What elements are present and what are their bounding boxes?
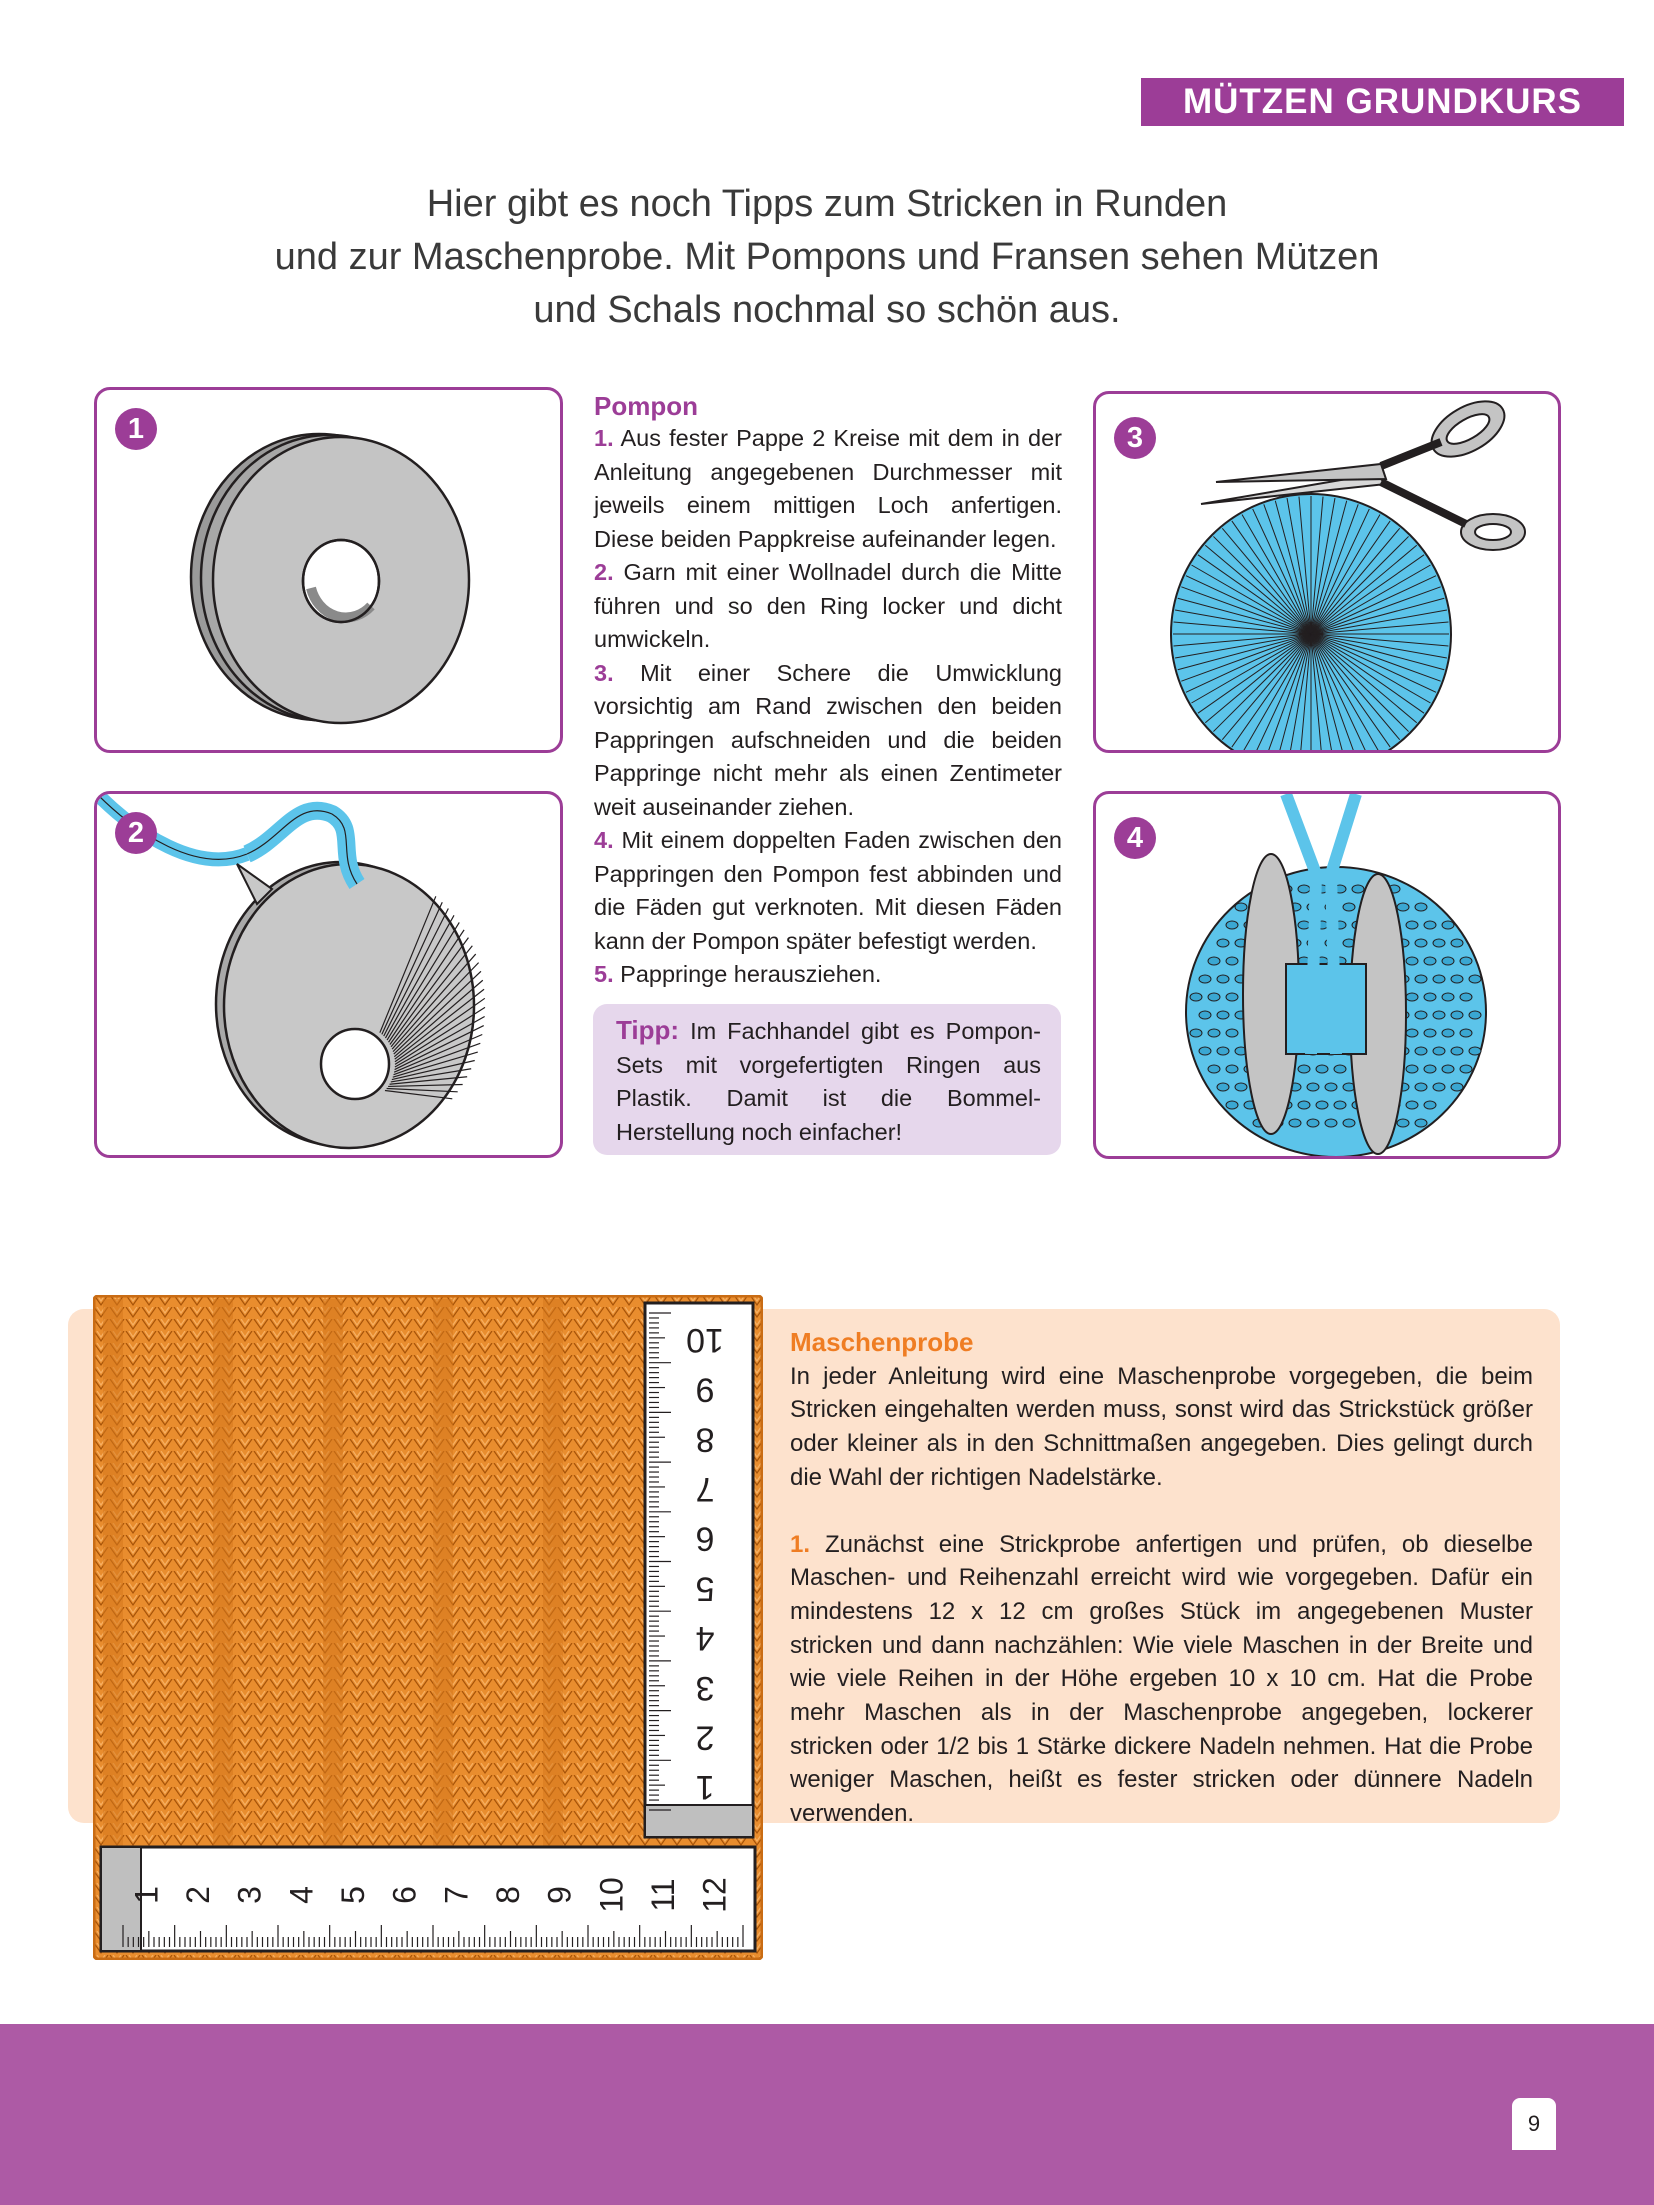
cardboard-rings-icon: [97, 390, 563, 753]
pompon-step-1: [594, 422, 1062, 556]
ruler-label-horizontal: 4: [283, 1886, 320, 1904]
step-text: Mit einer Schere die Umwicklung vorsichtig am Rand zwischen den beiden Pappringen aufschneiden und die beiden Pappringe nicht mehr als einen Zentimeter weit auseinander ziehen.: [594, 659, 1062, 820]
step-number: 5.: [594, 961, 614, 987]
ruler-label-horizontal: 11: [644, 1878, 681, 1912]
ruler-label-horizontal: 1: [128, 1886, 165, 1904]
step-number: 1.: [790, 1530, 811, 1558]
scissors-cut-icon: [1096, 394, 1561, 753]
intro-line-2: und zur Maschenprobe. Mit Pompons und Fransen sehen Mützen: [274, 236, 1380, 278]
section-title: MÜTZEN GRUNDKURS: [1182, 82, 1583, 121]
ruler-label-horizontal: 12: [696, 1877, 733, 1913]
figure-4-panel: [1093, 791, 1561, 1159]
ruler-label-vertical: 4: [695, 1619, 715, 1658]
step-text: Mit einem doppelten Faden zwischen den Pappringen den Pompon fest abbinden und die Fäden gut verknoten. Mit diesen Fäden kann der Pompon später befestigt werden.: [594, 827, 1062, 954]
ruler-label-vertical: 5: [695, 1569, 715, 1608]
page-number: 9: [1512, 2098, 1556, 2150]
figure-2-panel: [94, 791, 563, 1158]
gauge-title: Maschenprobe: [790, 1327, 974, 1357]
intro-line-1: Hier gibt es noch Tipps zum Stricken in Runden: [426, 183, 1228, 225]
pompon-title: Pompon: [594, 391, 698, 421]
figure-2-badge: 2: [115, 812, 157, 854]
gauge-step-1: [790, 1528, 1533, 1831]
intro-text: [150, 178, 1504, 337]
figure-3-badge: 3: [1114, 417, 1156, 459]
ruler-label-horizontal: 7: [438, 1886, 475, 1904]
knit-swatch-illustration: [93, 1295, 763, 1960]
ruler-label-horizontal: 9: [541, 1886, 578, 1904]
ruler-label-horizontal: 8: [489, 1886, 526, 1904]
step-number: 2.: [594, 559, 614, 585]
ruler-label-horizontal: 5: [334, 1886, 371, 1904]
tip-box: [593, 1004, 1061, 1155]
tip-text: Im Fachhandel gibt es Pompon-Sets mit vorgefertigten Ringen aus Plastik. Damit ist die Bommel-Herstellung noch einfacher!: [616, 1018, 1041, 1145]
step-text: Pappringe herausziehen.: [620, 961, 882, 987]
pompon-instructions: [594, 390, 1062, 992]
intro-line-3: und Schals nochmal so schön aus.: [533, 289, 1121, 331]
gauge-instructions: [790, 1326, 1533, 1831]
section-title-bar: [1141, 78, 1624, 126]
step-text: Aus fester Pappe 2 Kreise mit dem in der Anleitung angegebenen Durchmesser mit jeweils einem mittigen Loch anfertigen. Diese beiden Pappkreise aufeinander legen.: [594, 425, 1062, 552]
ruler-label-vertical: 10: [686, 1320, 724, 1359]
ruler-label-vertical: 1: [695, 1768, 715, 1807]
ruler-label-vertical: 7: [695, 1469, 715, 1508]
ruler-label-horizontal: 6: [386, 1886, 423, 1904]
step-number: 1.: [594, 425, 614, 451]
figure-4-badge: 4: [1114, 817, 1156, 859]
gauge-swatch: [93, 1295, 763, 1960]
ruler-label-horizontal: 10: [593, 1877, 630, 1913]
ruler-label-vertical: 6: [695, 1519, 715, 1558]
ruler-label-vertical: 8: [695, 1420, 715, 1459]
tip-label: Tipp:: [616, 1015, 680, 1045]
step-number: 4.: [594, 827, 614, 853]
step-number: 3.: [594, 659, 614, 686]
pompon-step-5: [594, 958, 1062, 992]
ruler-label-vertical: 2: [695, 1718, 715, 1757]
pompon-step-2: [594, 556, 1062, 657]
figure-1-panel: [94, 387, 563, 753]
wrapping-yarn-icon: [97, 794, 563, 1158]
figure-1-badge: 1: [115, 408, 157, 450]
pompon-step-3: [594, 657, 1062, 825]
ruler-label-vertical: 3: [695, 1668, 715, 1707]
pompon-step-4: [594, 824, 1062, 958]
ruler-label-horizontal: 3: [231, 1886, 268, 1904]
tied-pompon-icon: [1096, 794, 1561, 1159]
ruler-label-vertical: 9: [695, 1370, 715, 1409]
ruler-label-horizontal: 2: [179, 1886, 216, 1904]
step-text: Zunächst eine Strickprobe anfertigen und prüfen, ob dieselbe Maschen- und Reihenzahl erreicht wird wie vorgegeben. Dafür ein mindestens 12 x 12 cm großes Stück im angegebenen Muster stricken und dann nachzählen: Wie viele Maschen in der Breite und wie viele Reihen in der Höhe ergeben 10 x 10 cm. Hat die Probe mehr Maschen als in der Maschenprobe angegeben, lockerer stricken oder 1/2 bis 1 Stärke dickere Nadeln nehmen. Hat die Probe weniger Maschen, heißt es fester stricken oder dünnere Nadeln verwenden.: [790, 1530, 1534, 1828]
figure-3-panel: [1093, 391, 1561, 753]
gauge-intro: In jeder Anleitung wird eine Maschenprobe vorgegeben, die beim Stricken eingehalten werden muss, sonst wird das Strickstück größer oder kleiner als in den Schnittmaßen angegeben. Dies gelingt durch die Wahl der richtigen Nadelstärke.: [790, 1362, 1533, 1491]
footer-bar: [0, 2024, 1654, 2205]
step-text: Garn mit einer Wollnadel durch die Mitte führen und so den Ring locker und dicht umwickeln.: [594, 559, 1062, 652]
